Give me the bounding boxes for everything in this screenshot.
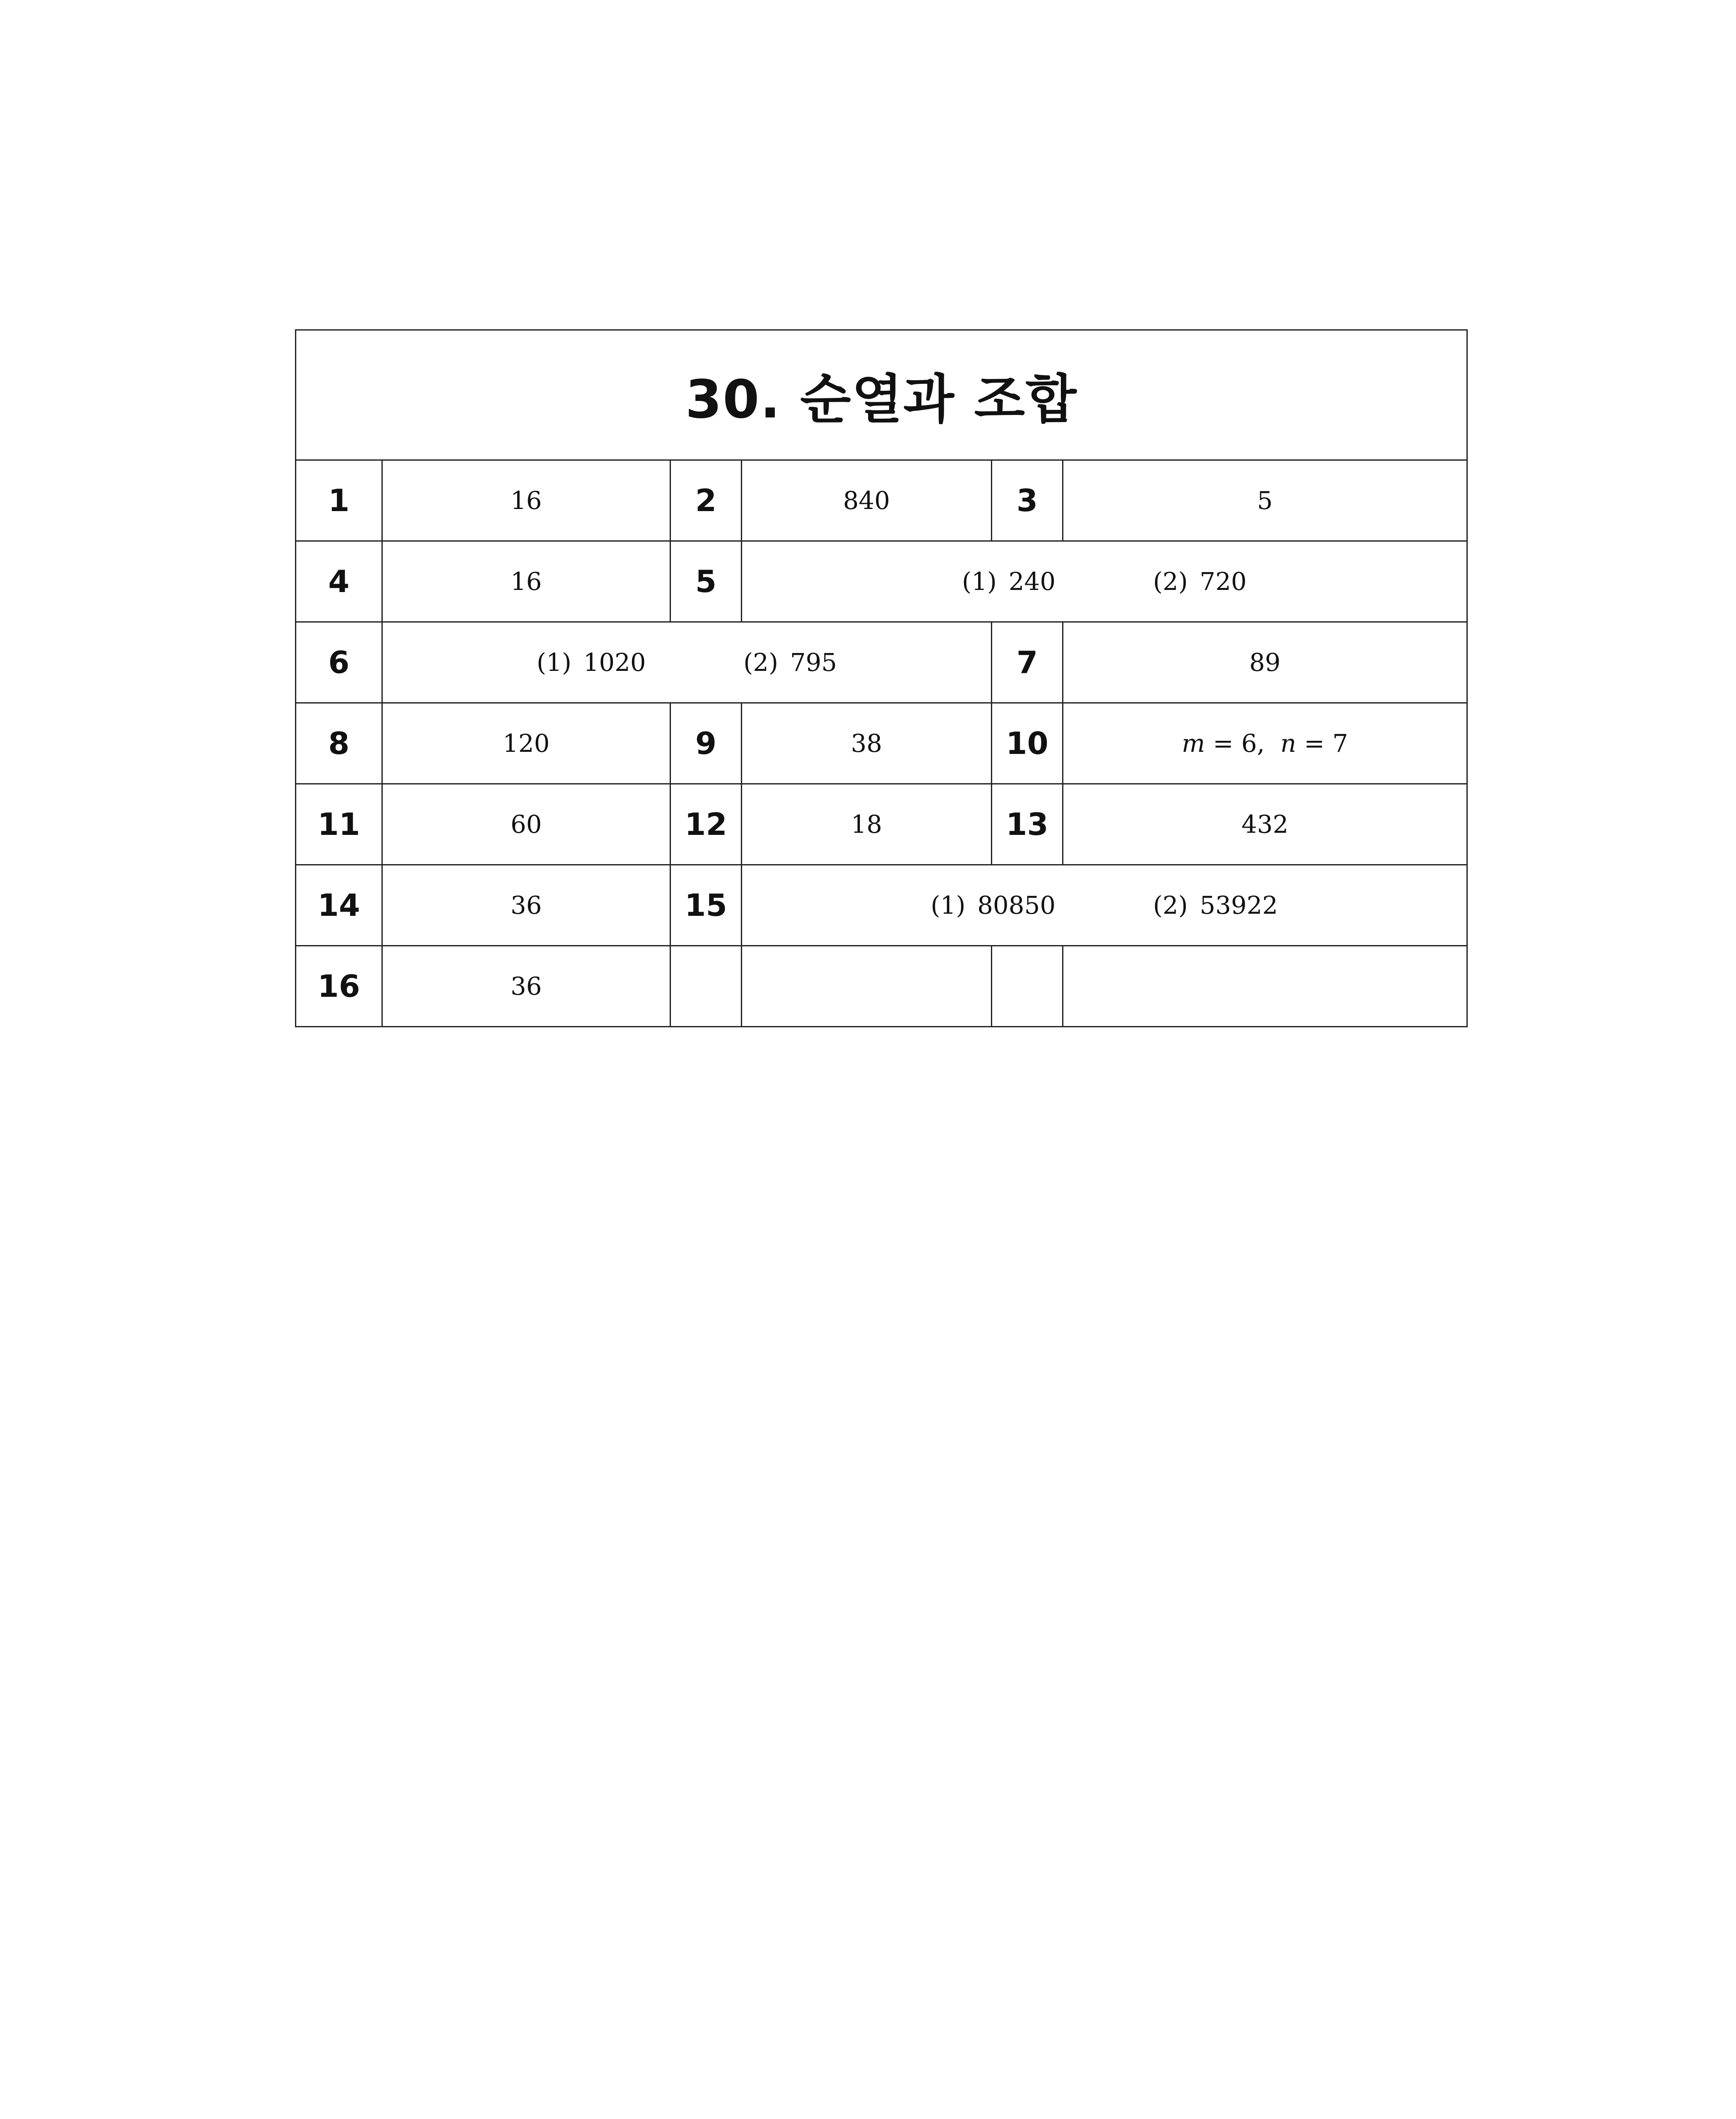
part-value: 240 [1008, 567, 1056, 596]
question-number: 6 [296, 622, 382, 703]
part-label: (2) [1153, 891, 1188, 920]
part-value: 1020 [583, 648, 646, 677]
answer-cell: 60 [382, 784, 670, 865]
question-number: 3 [992, 460, 1063, 541]
answer-part [1153, 567, 1247, 596]
variable-n: n [1280, 729, 1296, 758]
empty-cell [992, 946, 1063, 1027]
answer-cell: 120 [382, 703, 670, 784]
question-number: 4 [296, 541, 382, 622]
answer-cell: 432 [1063, 784, 1467, 865]
table-row [296, 460, 1467, 541]
answer-cell: 16 [382, 460, 670, 541]
table-row [296, 946, 1467, 1027]
value-n: = 7 [1304, 729, 1348, 758]
table-row [296, 784, 1467, 865]
empty-cell [1063, 946, 1467, 1027]
answer-cell: 89 [1063, 622, 1467, 703]
question-number: 15 [670, 865, 742, 946]
question-number: 14 [296, 865, 382, 946]
question-number: 9 [670, 703, 742, 784]
question-number: 12 [670, 784, 742, 865]
part-label: (1) [962, 567, 997, 596]
part-label: (1) [930, 891, 965, 920]
answer-cell: 840 [742, 460, 992, 541]
question-number: 8 [296, 703, 382, 784]
answer-cell: 5 [1063, 460, 1467, 541]
part-value: 80850 [977, 891, 1056, 920]
question-number: 5 [670, 541, 742, 622]
table-row [296, 622, 1467, 703]
answer-cell: 16 [382, 541, 670, 622]
part-label: (1) [537, 648, 572, 677]
value-m: = 6, [1213, 729, 1265, 758]
empty-cell [670, 946, 742, 1027]
table-row [296, 865, 1467, 946]
question-number: 13 [992, 784, 1063, 865]
part-value: 795 [790, 648, 837, 677]
answer-cell: 36 [382, 865, 670, 946]
variable-m: m [1182, 729, 1205, 758]
answer-cell [742, 541, 1467, 622]
part-value: 720 [1199, 567, 1247, 596]
question-number: 11 [296, 784, 382, 865]
answer-cell: 38 [742, 703, 992, 784]
part-label: (2) [1153, 567, 1188, 596]
answer-part [931, 891, 1056, 920]
answer-part [537, 648, 646, 677]
answer-cell: 18 [742, 784, 992, 865]
answer-cell [742, 865, 1467, 946]
table-row [296, 541, 1467, 622]
part-label: (2) [743, 648, 779, 677]
answer-cell: 36 [382, 946, 670, 1027]
question-number: 2 [670, 460, 742, 541]
question-number: 1 [296, 460, 382, 541]
page-title: 30. 순열과 조합 [296, 330, 1467, 460]
part-value: 53922 [1199, 891, 1278, 920]
answer-cell [382, 622, 992, 703]
answer-table [295, 329, 1468, 1027]
answer-cell [1063, 703, 1467, 784]
question-number: 7 [992, 622, 1063, 703]
answer-part [962, 567, 1056, 596]
empty-cell [742, 946, 992, 1027]
question-number: 16 [296, 946, 382, 1027]
answer-part [1153, 891, 1278, 920]
table-row [296, 703, 1467, 784]
question-number: 10 [992, 703, 1063, 784]
answer-part [743, 648, 837, 677]
